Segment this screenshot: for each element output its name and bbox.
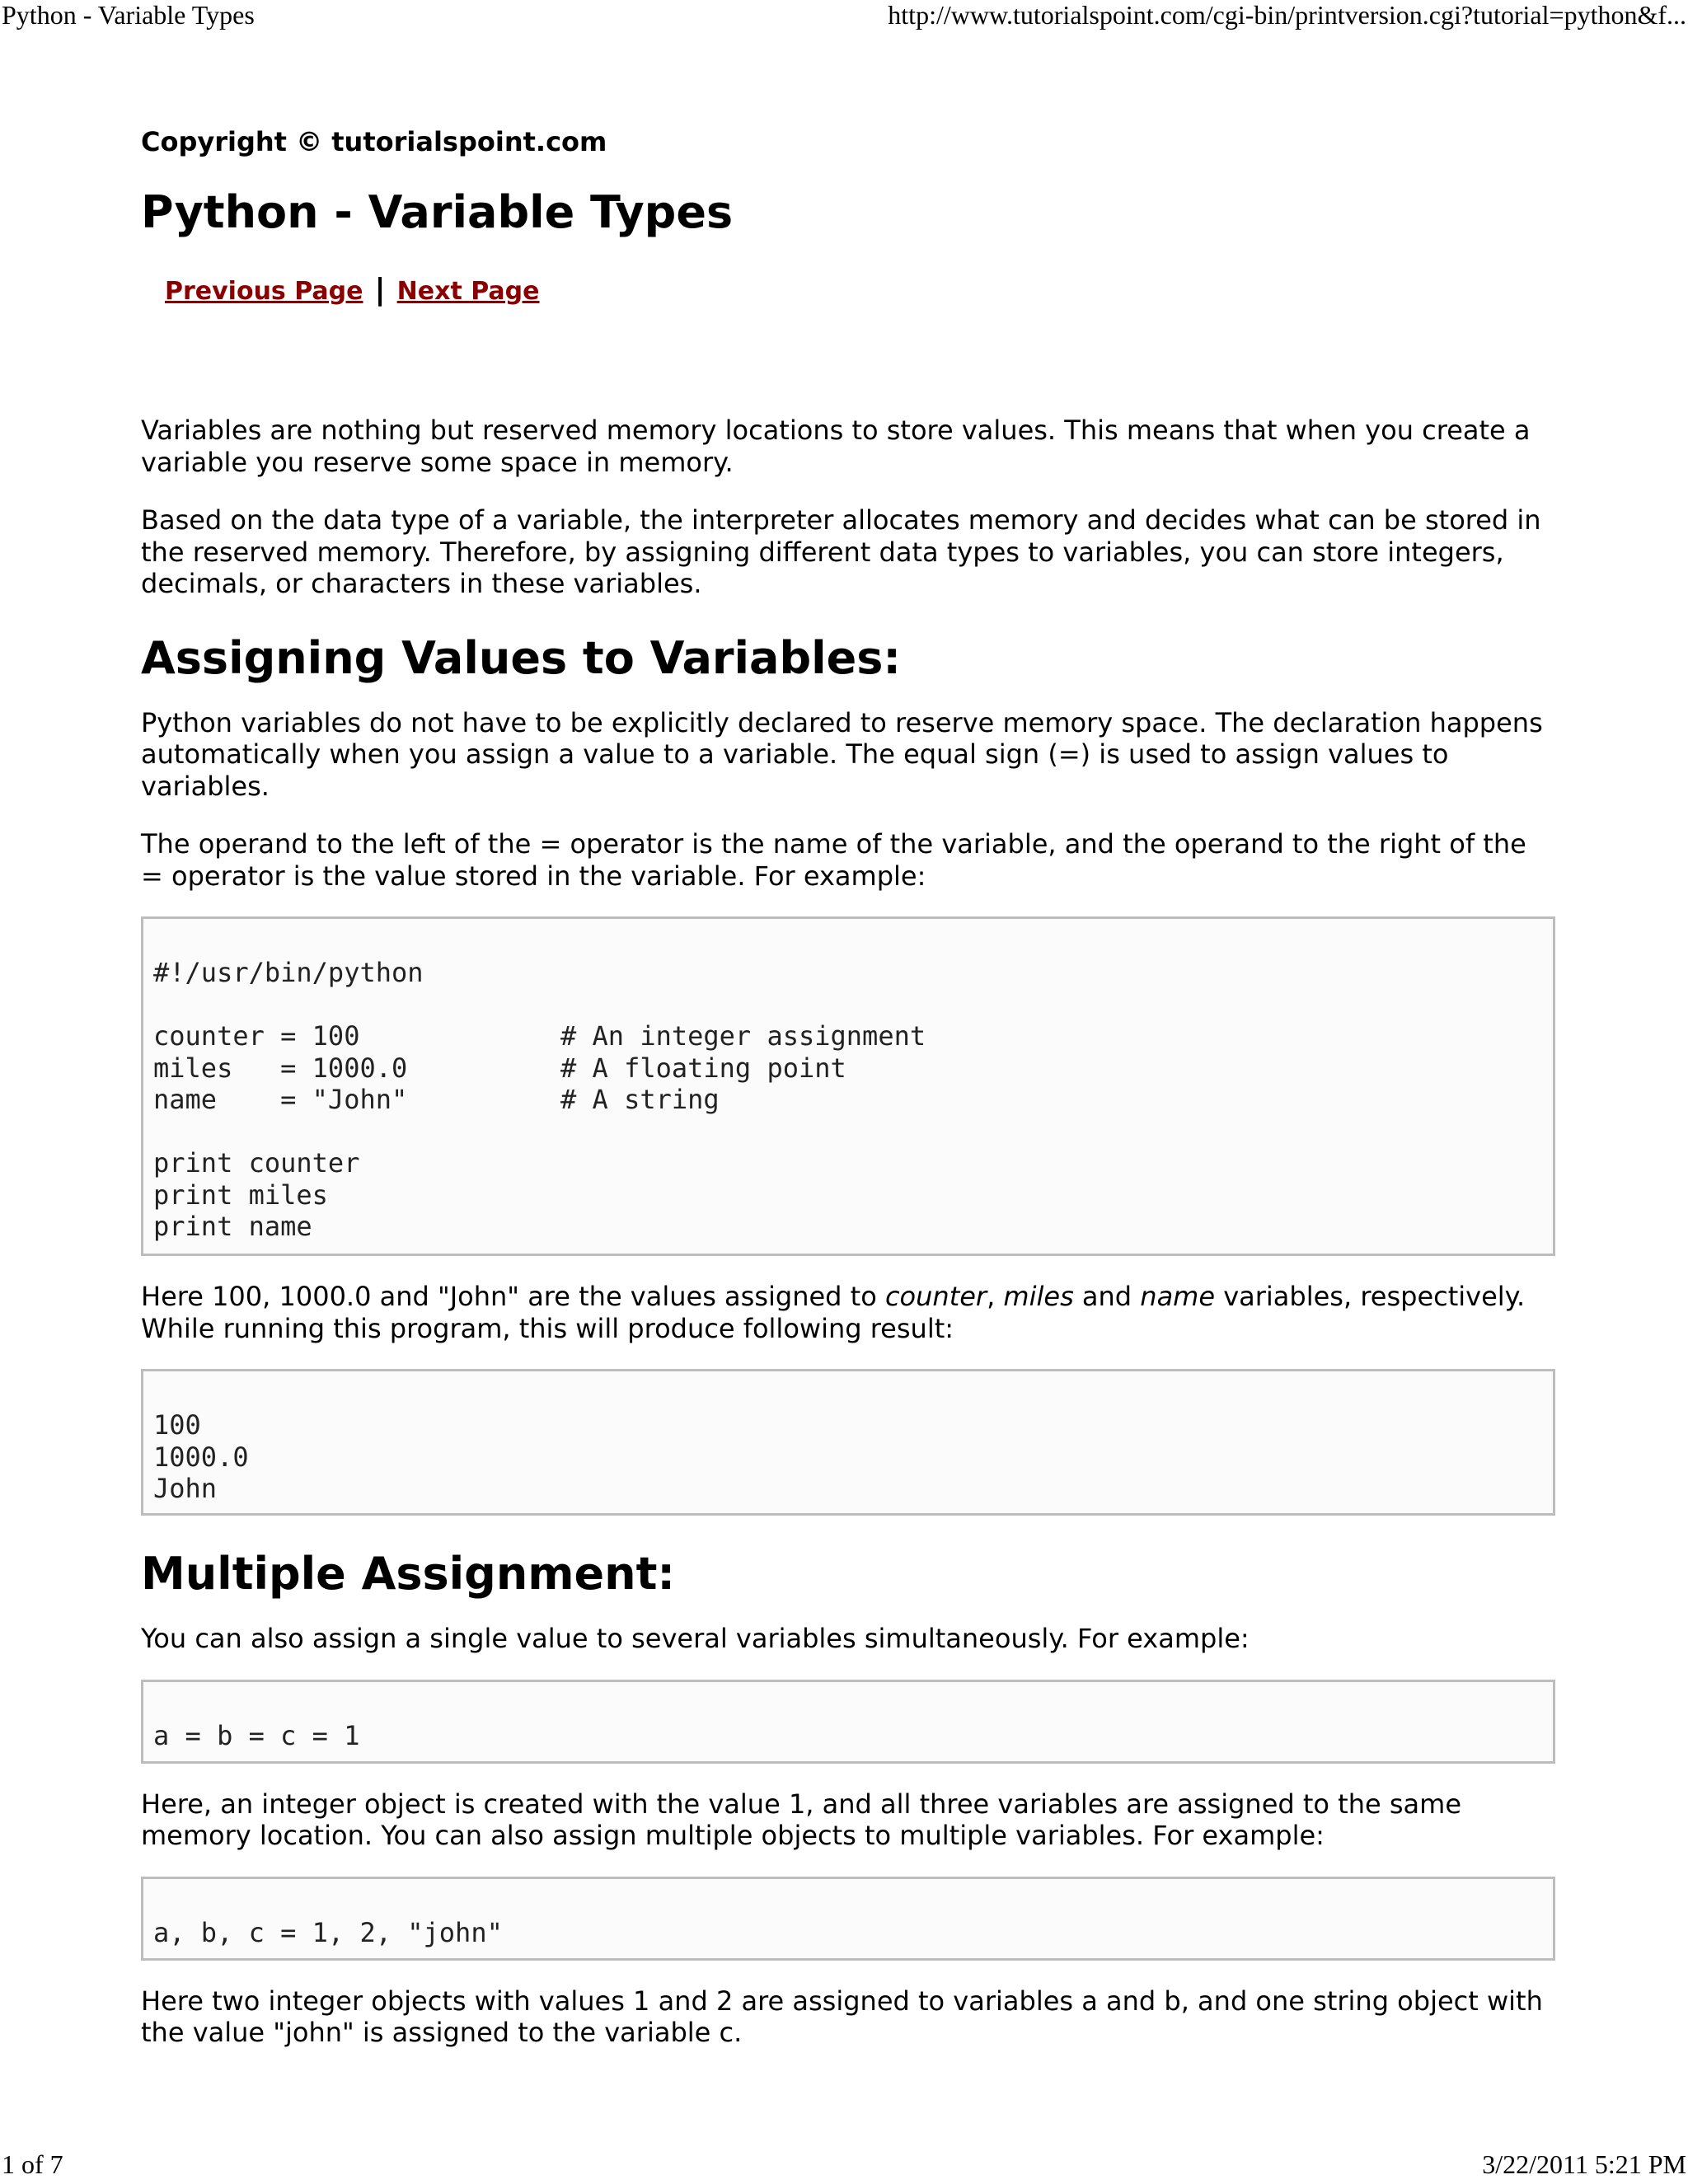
print-footer xyxy=(0,2149,1688,2182)
code-statement: miles = 1000.0 xyxy=(153,1052,408,1084)
multiple-paragraph-1: You can also assign a single value to several variables simultaneously. For example: xyxy=(141,1623,1250,1654)
code-line xyxy=(153,1084,1543,1116)
var-name: name xyxy=(1140,1281,1216,1312)
nav-separator: | xyxy=(374,273,386,307)
next-page-link[interactable]: Next Page xyxy=(396,277,540,306)
code-line: a = b = c = 1 xyxy=(153,1719,360,1751)
code-print-line: print counter xyxy=(153,1147,360,1179)
print-url: http://www.tutorialspoint.com/cgi-bin/printversion.cgi?tutorial=python&f... xyxy=(888,0,1686,30)
code-comment: # A string xyxy=(560,1084,720,1115)
page-navigation xyxy=(165,272,1555,310)
code-block-output xyxy=(141,1369,1555,1516)
code-statement: name = "John" xyxy=(153,1084,408,1115)
copyright-notice: Copyright © tutorialspoint.com xyxy=(141,126,607,157)
code-block-multiple-values xyxy=(141,1877,1555,1961)
print-timestamp: 3/22/2011 5:21 PM xyxy=(1482,2149,1686,2179)
var-counter: counter xyxy=(884,1281,987,1312)
print-header xyxy=(0,0,1688,33)
intro-paragraph-2: Based on the data type of a variable, the interpreter allocates memory and decides what can be stored in the reserved memory. Therefore, by assigning different data types to variables, you can store integers, decimals, or characters in these variables. xyxy=(141,504,1541,599)
result-intro-paragraph xyxy=(141,1281,1555,1344)
code-shebang: #!/usr/bin/python xyxy=(153,957,424,988)
multiple-paragraph-2: Here, an integer object is created with the value 1, and all three variables are assigned to the same memory location. You can also assign multiple objects to multiple variables. For example: xyxy=(141,1788,1461,1851)
code-print-line: print name xyxy=(153,1211,312,1242)
intro-paragraph-1: Variables are nothing but reserved memory locations to store values. This means that when you create a variable you reserve some space in memory. xyxy=(141,415,1531,478)
assigning-paragraph-1: Python variables do not have to be explicitly declared to reserve memory space. The declaration happens automatically when you assign a value to a variable. The equal sign (=) is used to assign values to variables. xyxy=(141,706,1543,802)
assigning-paragraph-2: The operand to the left of the = operator is the name of the variable, and the operand to the right of the = operator is the value stored in the variable. For example: xyxy=(141,828,1526,892)
output-line: 1000.0 xyxy=(153,1441,249,1473)
code-comment: # A floating point xyxy=(560,1052,846,1084)
code-line xyxy=(153,1052,1543,1085)
output-line: John xyxy=(153,1473,218,1504)
code-line xyxy=(153,1020,1543,1052)
result-intro-text: and xyxy=(1073,1281,1141,1312)
section-heading-assigning: Assigning Values to Variables: xyxy=(141,631,901,684)
section-heading-multiple: Multiple Assignment: xyxy=(141,1548,676,1600)
code-print-line: print miles xyxy=(153,1179,328,1211)
result-intro-text: , xyxy=(987,1281,1004,1312)
result-intro-text: variables, respectively. While running this program, this will produce following result: xyxy=(141,1281,1526,1344)
output-line: 100 xyxy=(153,1409,201,1441)
code-block-example xyxy=(141,916,1555,1256)
code-block-single-value xyxy=(141,1680,1555,1764)
print-page-title: Python - Variable Types xyxy=(2,0,255,30)
print-page-count: 1 of 7 xyxy=(2,2149,63,2179)
code-comment: # An integer assignment xyxy=(560,1020,926,1052)
previous-page-link[interactable]: Previous Page xyxy=(165,277,363,306)
article xyxy=(141,122,1555,2049)
code-statement: counter = 100 xyxy=(153,1020,360,1052)
var-miles: miles xyxy=(1003,1281,1074,1312)
result-intro-text: Here 100, 1000.0 and "John" are the values assigned to xyxy=(141,1281,885,1312)
multiple-paragraph-3: Here two integer objects with values 1 and 2 are assigned to variables a and b, and one string object with the value "john" is assigned to the variable c. xyxy=(141,1985,1543,2048)
code-line: a, b, c = 1, 2, "john" xyxy=(153,1916,503,1948)
page-title: Python - Variable Types xyxy=(141,186,734,238)
